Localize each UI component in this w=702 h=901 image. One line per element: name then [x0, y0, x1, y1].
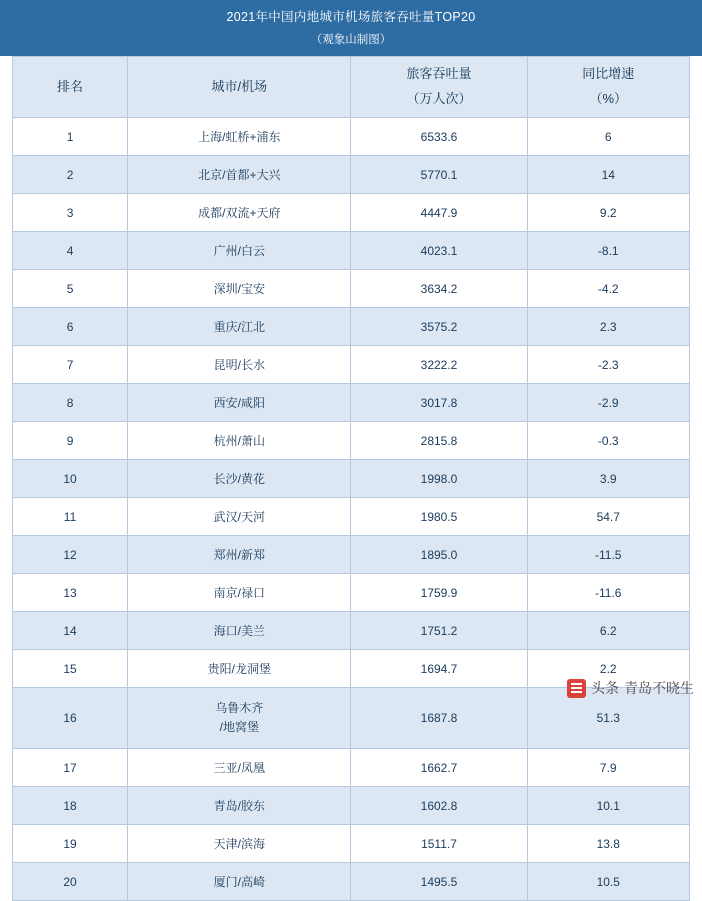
- cell-city: 三亚/凤凰: [128, 749, 351, 787]
- cell-city: 重庆/江北: [128, 308, 351, 346]
- cell-rank: 11: [13, 498, 128, 536]
- cell-growth: 10.1: [527, 787, 690, 825]
- cell-rank: 12: [13, 536, 128, 574]
- table-row: [13, 422, 690, 460]
- table-row: [13, 787, 690, 825]
- cell-city: 厦门/高崎: [128, 863, 351, 901]
- cell-rank: 2: [13, 156, 128, 194]
- cell-volume: 5770.1: [351, 156, 527, 194]
- cell-city: 郑州/新郑: [128, 536, 351, 574]
- cell-growth: 10.5: [527, 863, 690, 901]
- cell-city: 青岛/胶东: [128, 787, 351, 825]
- table-row: [13, 863, 690, 901]
- page-subtitle: （观象山制图）: [0, 31, 702, 56]
- cell-growth: -2.3: [527, 346, 690, 384]
- cell-volume: 1495.5: [351, 863, 527, 901]
- cell-city-line2: /地窝堡: [219, 720, 259, 734]
- cell-growth: 2.3: [527, 308, 690, 346]
- cell-volume: 1751.2: [351, 612, 527, 650]
- cell-growth: -8.1: [527, 232, 690, 270]
- table-header: [13, 57, 690, 118]
- cell-city: 深圳/宝安: [128, 270, 351, 308]
- cell-rank: 7: [13, 346, 128, 384]
- cell-volume: 2815.8: [351, 422, 527, 460]
- cell-volume: 3575.2: [351, 308, 527, 346]
- column-header-volume-line2: （万人次）: [406, 91, 472, 106]
- cell-volume: 1694.7: [351, 650, 527, 688]
- table-row: [13, 308, 690, 346]
- cell-city: 成都/双流+天府: [128, 194, 351, 232]
- cell-growth: -0.3: [527, 422, 690, 460]
- cell-city: 广州/白云: [128, 232, 351, 270]
- cell-growth: 6.2: [527, 612, 690, 650]
- cell-rank: 3: [13, 194, 128, 232]
- cell-rank: 14: [13, 612, 128, 650]
- cell-volume: 6533.6: [351, 118, 527, 156]
- cell-volume: 4023.1: [351, 232, 527, 270]
- cell-rank: 1: [13, 118, 128, 156]
- cell-rank: 15: [13, 650, 128, 688]
- cell-growth: -11.5: [527, 536, 690, 574]
- column-header-volume: [351, 57, 527, 118]
- cell-volume: 4447.9: [351, 194, 527, 232]
- cell-rank: 19: [13, 825, 128, 863]
- ranking-table: [12, 56, 690, 901]
- table-row: [13, 612, 690, 650]
- cell-city: 海口/美兰: [128, 612, 351, 650]
- cell-city: 长沙/黄花: [128, 460, 351, 498]
- cell-city-line1: 乌鲁木齐: [215, 701, 264, 716]
- cell-city: 武汉/天河: [128, 498, 351, 536]
- table-row: [13, 346, 690, 384]
- column-header-city: [128, 57, 351, 118]
- cell-rank: 17: [13, 749, 128, 787]
- cell-growth: 6: [527, 118, 690, 156]
- column-header-rank-line1: 排名: [57, 78, 84, 94]
- table-row: [13, 270, 690, 308]
- cell-city: 南京/禄口: [128, 574, 351, 612]
- table-row: [13, 194, 690, 232]
- toutiao-logo-icon: [567, 679, 586, 698]
- column-header-rank: [13, 57, 128, 118]
- column-header-growth-line2: （%）: [589, 91, 628, 106]
- watermark: [567, 678, 694, 698]
- cell-growth: 51.3: [527, 688, 690, 749]
- cell-city: 杭州/萧山: [128, 422, 351, 460]
- table-row: [13, 574, 690, 612]
- table-row: [13, 460, 690, 498]
- cell-volume: 3222.2: [351, 346, 527, 384]
- cell-growth: 3.9: [527, 460, 690, 498]
- cell-volume: 3017.8: [351, 384, 527, 422]
- table-body: [13, 118, 690, 901]
- cell-growth: 14: [527, 156, 690, 194]
- cell-growth: 54.7: [527, 498, 690, 536]
- table-row: [13, 749, 690, 787]
- table-row: [13, 498, 690, 536]
- cell-city: 北京/首都+大兴: [128, 156, 351, 194]
- cell-growth: -4.2: [527, 270, 690, 308]
- cell-volume: 1998.0: [351, 460, 527, 498]
- table-row: [13, 536, 690, 574]
- cell-city: 贵阳/龙洞堡: [128, 650, 351, 688]
- cell-city: 上海/虹桥+浦东: [128, 118, 351, 156]
- page-title: 2021年中国内地城市机场旅客吞吐量TOP20: [0, 0, 702, 31]
- cell-rank: 8: [13, 384, 128, 422]
- column-header-growth: [527, 57, 690, 118]
- watermark-label: 头条: [591, 680, 619, 696]
- cell-city: 天津/滨海: [128, 825, 351, 863]
- cell-rank: 13: [13, 574, 128, 612]
- table-header-row: [13, 57, 690, 118]
- cell-volume: 1980.5: [351, 498, 527, 536]
- cell-volume: 3634.2: [351, 270, 527, 308]
- cell-rank: 4: [13, 232, 128, 270]
- cell-rank: 20: [13, 863, 128, 901]
- cell-rank: 6: [13, 308, 128, 346]
- cell-growth: -11.6: [527, 574, 690, 612]
- cell-rank: 16: [13, 688, 128, 749]
- table-row: [13, 384, 690, 422]
- column-header-growth-line1: 同比增速: [582, 66, 635, 82]
- cell-rank: 9: [13, 422, 128, 460]
- cell-volume: 1602.8: [351, 787, 527, 825]
- watermark-author: 青岛不晓生: [624, 680, 694, 696]
- cell-growth: -2.9: [527, 384, 690, 422]
- table-row: [13, 825, 690, 863]
- cell-rank: 10: [13, 460, 128, 498]
- table-row: [13, 118, 690, 156]
- column-header-volume-line1: 旅客吞吐量: [406, 66, 472, 82]
- cell-growth: 13.8: [527, 825, 690, 863]
- cell-growth: 2.2: [527, 650, 690, 688]
- cell-rank: 5: [13, 270, 128, 308]
- cell-volume: 1759.9: [351, 574, 527, 612]
- cell-city: [128, 688, 351, 749]
- cell-volume: 1687.8: [351, 688, 527, 749]
- cell-city: 昆明/长水: [128, 346, 351, 384]
- table-row: [13, 156, 690, 194]
- cell-growth: 9.2: [527, 194, 690, 232]
- column-header-city-line1: 城市/机场: [211, 78, 268, 94]
- cell-volume: 1511.7: [351, 825, 527, 863]
- cell-growth: 7.9: [527, 749, 690, 787]
- cell-volume: 1662.7: [351, 749, 527, 787]
- cell-rank: 18: [13, 787, 128, 825]
- table-row: [13, 232, 690, 270]
- cell-city: 西安/咸阳: [128, 384, 351, 422]
- cell-volume: 1895.0: [351, 536, 527, 574]
